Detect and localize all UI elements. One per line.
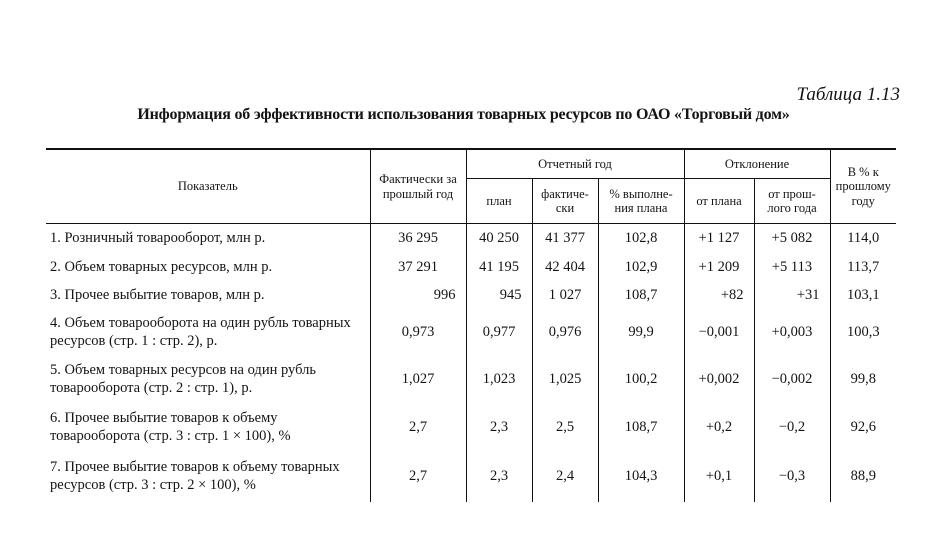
cell-actual: 1 027 [532,282,598,310]
cell-pct-prev: 99,8 [830,356,896,404]
cell-plan-pct: 108,7 [598,404,684,452]
cell-prev-year: 37 291 [370,254,466,282]
cell-actual: 42 404 [532,254,598,282]
table-row [46,224,896,255]
row-label: 6. Прочее выбытие товаров к объему товарооборота (стр. 3 : стр. 1 × 100), % [50,410,291,444]
cell-dev-plan: +82 [684,282,754,310]
resources-efficiency-table [46,148,896,502]
cell-actual: 2,5 [532,404,598,452]
cell-dev-plan: +0,002 [684,356,754,404]
cell-dev-plan: +0,1 [684,452,754,502]
table-row [46,254,896,282]
cell-pct-prev: 113,7 [830,254,896,282]
table-title: Информация об эффективности использования товарных ресурсов по ОАО «Торговый дом» [137,106,790,123]
table-row [46,282,896,310]
cell-plan-pct: 102,8 [598,224,684,255]
cell-dev-prev: −0,002 [754,356,830,404]
cell-dev-prev: +31 [754,282,830,310]
cell-dev-prev: +5 082 [754,224,830,255]
header-deviation: Отклонение [684,149,830,179]
cell-plan-pct: 104,3 [598,452,684,502]
cell-pct-prev: 114,0 [830,224,896,255]
header-pct-prev-year: В % к прошлому году [830,149,896,224]
row-label: 7. Прочее выбытие товаров к объему товарных ресурсов (стр. 3 : стр. 2 × 100), % [50,459,340,493]
cell-plan-pct: 108,7 [598,282,684,310]
cell-prev-year: 36 295 [370,224,466,255]
cell-prev-year: 2,7 [370,404,466,452]
cell-prev-year: 1,027 [370,356,466,404]
header-from-prev-year: от прош-лого года [754,179,830,224]
cell-plan-pct: 102,9 [598,254,684,282]
header-from-plan: от плана [684,179,754,224]
table-number-label: Таблица 1.13 [796,84,900,105]
row-label: 3. Прочее выбытие товаров, млн р. [50,287,265,304]
table-row [46,356,896,404]
cell-plan: 0,977 [466,310,532,356]
header-plan-pct: % выполне-ния плана [598,179,684,224]
cell-dev-plan: +1 209 [684,254,754,282]
cell-plan-pct: 100,2 [598,356,684,404]
cell-plan: 2,3 [466,452,532,502]
cell-plan-pct: 99,9 [598,310,684,356]
cell-plan: 1,023 [466,356,532,404]
table-row [46,310,896,356]
cell-dev-prev: −0,3 [754,452,830,502]
cell-prev-year: 996 [370,282,466,310]
row-label: 1. Розничный товарооборот, млн р. [50,230,266,247]
cell-plan: 2,3 [466,404,532,452]
cell-actual: 0,976 [532,310,598,356]
cell-actual: 2,4 [532,452,598,502]
header-prev-year-actual: Фактически за прошлый год [370,149,466,224]
cell-pct-prev: 92,6 [830,404,896,452]
cell-actual: 1,025 [532,356,598,404]
table-row [46,452,896,502]
cell-plan: 41 195 [466,254,532,282]
cell-dev-plan: +0,2 [684,404,754,452]
row-label: 5. Объем товарных ресурсов на один рубль товарооборота (стр. 2 : стр. 1), р. [50,362,316,396]
cell-pct-prev: 100,3 [830,310,896,356]
cell-plan: 40 250 [466,224,532,255]
cell-prev-year: 0,973 [370,310,466,356]
header-report-year: Отчетный год [466,149,684,179]
cell-dev-plan: −0,001 [684,310,754,356]
row-label: 4. Объем товарооборота на один рубль товарных ресурсов (стр. 1 : стр. 2), р. [50,315,351,349]
cell-pct-prev: 103,1 [830,282,896,310]
header-actual: фактиче-ски [532,179,598,224]
header-plan: план [466,179,532,224]
cell-prev-year: 2,7 [370,452,466,502]
cell-dev-plan: +1 127 [684,224,754,255]
cell-actual: 41 377 [532,224,598,255]
cell-dev-prev: −0,2 [754,404,830,452]
cell-dev-prev: +5 113 [754,254,830,282]
header-indicator: Показатель [46,149,370,224]
table-row [46,404,896,452]
row-label: 2. Объем товарных ресурсов, млн р. [50,259,273,276]
cell-pct-prev: 88,9 [830,452,896,502]
cell-plan: 945 [466,282,532,310]
cell-dev-prev: +0,003 [754,310,830,356]
